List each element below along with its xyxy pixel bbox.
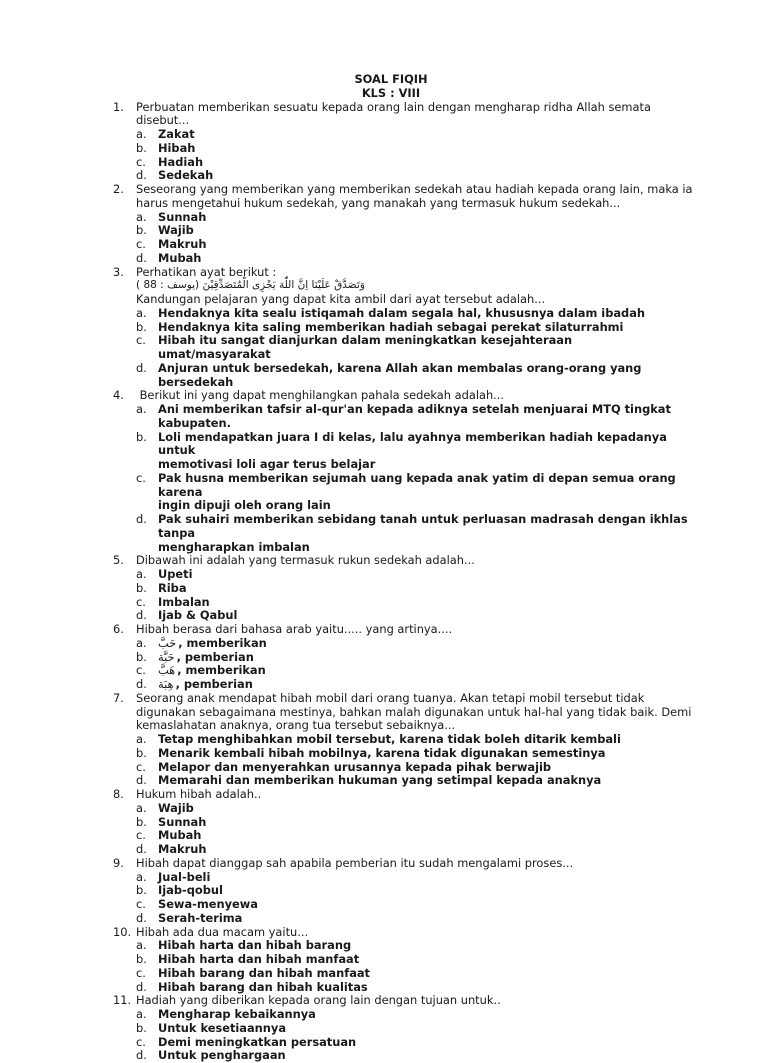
option-letter: b. — [136, 321, 147, 335]
option-letter: d. — [136, 1049, 147, 1063]
option-text: Demi meningkatkan persatuan — [158, 1036, 688, 1050]
option-letter: c. — [136, 829, 146, 843]
question-number: 4. — [113, 389, 124, 403]
option-text: Anjuran untuk bersedekah, karena Allah akan membalas orang-orang yang bersedekah — [158, 362, 688, 390]
option-letter: d. — [136, 609, 147, 623]
option-text: Serah-terima — [158, 912, 688, 926]
option-a — [136, 939, 688, 953]
question-number: 1. — [113, 101, 124, 115]
option-b — [136, 431, 688, 472]
option-d — [136, 912, 688, 926]
option-list — [136, 637, 688, 692]
option-meaning: , pemberian — [177, 650, 254, 664]
option-b — [136, 651, 688, 665]
question-number: 11. — [113, 994, 131, 1008]
option-a — [136, 637, 688, 651]
page-title: SOAL FIQIH — [0, 73, 768, 87]
option-text: Jual-beli — [158, 871, 688, 885]
question-8 — [0, 788, 768, 857]
quiz-page — [0, 73, 768, 1063]
option-letter: d. — [136, 362, 147, 376]
option-c — [136, 334, 688, 362]
option-d — [136, 981, 688, 995]
question-text: Perbuatan memberikan sesuatu kepada orang lain dengan mengharap ridha Allah semata — [136, 101, 688, 115]
option-list — [136, 211, 688, 266]
option-text: Sunnah — [158, 211, 688, 225]
question-number: 8. — [113, 788, 124, 802]
option-text: Sewa-menyewa — [158, 898, 688, 912]
option-d — [136, 843, 688, 857]
question-text: Dibawah ini adalah yang termasuk rukun sedekah adalah... — [136, 554, 688, 568]
option-letter: d. — [136, 678, 147, 692]
option-letter: a. — [136, 568, 147, 582]
option-text: Hendaknya kita sealu istiqamah dalam segala hal, khususnya dalam ibadah — [158, 307, 688, 321]
option-text: Hibah itu sangat dianjurkan dalam meningkatkan kesejahteraan umat/masyarakat — [158, 334, 688, 362]
option-a — [136, 568, 688, 582]
option-text: Makruh — [158, 843, 688, 857]
question-number: 5. — [113, 554, 124, 568]
option-letter: a. — [136, 733, 147, 747]
option-text: Zakat — [158, 128, 688, 142]
option-b — [136, 321, 688, 335]
option-letter: a. — [136, 307, 147, 321]
option-c — [136, 967, 688, 981]
option-meaning: , memberikan — [178, 636, 267, 650]
question-text: kemaslahatan anaknya, orang tua tersebut sebaiknya... — [136, 719, 688, 733]
option-b — [136, 953, 688, 967]
option-letter: a. — [136, 403, 147, 417]
question-number: 10. — [113, 926, 131, 940]
option-c — [136, 664, 688, 678]
option-text: Hibah barang dan hibah manfaat — [158, 967, 688, 981]
option-letter: c. — [136, 156, 146, 170]
question-number: 9. — [113, 857, 124, 871]
option-text: Wajib — [158, 224, 688, 238]
option-text: Hibah harta dan hibah barang — [158, 939, 688, 953]
class-label: KLS : VIII — [0, 87, 768, 101]
quran-verse: وَتَصَدَّقْ عَلَيْنَا اِنَّ اللّٰهَ يَجْزِى الْمُتَصَدِّقِيْنَ (يوسف : 88 ) — [136, 279, 408, 293]
option-text: Untuk penghargaan — [158, 1049, 688, 1063]
question-2 — [0, 183, 768, 266]
option-c — [136, 238, 688, 252]
question-text: Kandungan pelajaran yang dapat kita ambil dari ayat tersebut adalah... — [136, 293, 688, 307]
question-10 — [0, 926, 768, 995]
option-d — [136, 774, 688, 788]
option-letter: a. — [136, 1008, 147, 1022]
option-text: Upeti — [158, 568, 688, 582]
option-c — [136, 596, 688, 610]
option-list — [136, 871, 688, 926]
option-text: Pak suhairi memberikan sebidang tanah untuk perluasan madrasah dengan ikhlas tanpa — [158, 513, 688, 541]
option-list — [136, 403, 688, 554]
option-letter: c. — [136, 898, 146, 912]
question-1 — [0, 101, 768, 184]
option-b — [136, 747, 688, 761]
option-text: Sedekah — [158, 169, 688, 183]
option-d — [136, 678, 688, 692]
option-letter: c. — [136, 238, 146, 252]
option-list — [136, 1008, 688, 1063]
question-text: Seorang anak mendapat hibah mobil dari orang tuanya. Akan tetapi mobil tersebut tidak — [136, 692, 688, 706]
option-meaning: , memberikan — [177, 663, 266, 677]
option-text: Ani memberikan tafsir al-qur'an kepada adiknya setelah menjuarai MTQ tingkat kabupaten. — [158, 403, 688, 431]
question-number: 3. — [113, 266, 124, 280]
option-list — [136, 128, 688, 183]
option-letter: d. — [136, 912, 147, 926]
option-text: Hibah harta dan hibah manfaat — [158, 953, 688, 967]
question-text: Hibah berasa dari bahasa arab yaitu..... yang artinya.... — [136, 623, 688, 637]
option-a — [136, 128, 688, 142]
option-letter: d. — [136, 981, 147, 995]
option-letter: a. — [136, 802, 147, 816]
option-text: Mubah — [158, 829, 688, 843]
option-letter: b. — [136, 224, 147, 238]
option-text — [158, 651, 688, 665]
option-text: Hendaknya kita saling memberikan hadiah sebagai perekat silaturrahmi — [158, 321, 688, 335]
option-text — [158, 664, 688, 678]
option-text: Sunnah — [158, 816, 688, 830]
option-c — [136, 1036, 688, 1050]
option-text: Ijab-qobul — [158, 884, 688, 898]
option-text: Hibah — [158, 142, 688, 156]
option-letter: d. — [136, 252, 147, 266]
question-number: 7. — [113, 692, 124, 706]
option-d — [136, 169, 688, 183]
option-text: Imbalan — [158, 596, 688, 610]
question-text: Perhatikan ayat berikut : — [136, 266, 688, 280]
option-text-continued: ingin dipuji oleh orang lain — [158, 499, 688, 513]
option-text: Melapor dan menyerahkan urusannya kepada pihak berwajib — [158, 761, 688, 775]
option-text: Hadiah — [158, 156, 688, 170]
option-b — [136, 582, 688, 596]
question-list — [0, 101, 768, 1063]
option-text — [158, 678, 688, 692]
option-text: Ijab & Qabul — [158, 609, 688, 623]
option-d — [136, 609, 688, 623]
option-letter: c. — [136, 472, 146, 486]
option-text: Loli mendapatkan juara I di kelas, lalu ayahnya memberikan hadiah kepadanya untuk — [158, 431, 688, 459]
option-text-continued: memotivasi loli agar terus belajar — [158, 458, 688, 472]
question-text: harus mengetahui hukum sedekah, yang manakah yang termasuk hukum sedekah... — [136, 197, 688, 211]
option-text: Memarahi dan memberikan hukuman yang setimpal kepada anaknya — [158, 774, 688, 788]
option-letter: c. — [136, 596, 146, 610]
arabic-word: هَبَّ — [158, 663, 175, 677]
option-text: Makruh — [158, 238, 688, 252]
option-letter: b. — [136, 816, 147, 830]
option-letter: b. — [136, 651, 147, 665]
option-list — [136, 568, 688, 623]
arabic-word: حَبَّة — [158, 650, 175, 664]
option-c — [136, 472, 688, 513]
option-text-continued: mengharapkan imbalan — [158, 541, 688, 555]
option-letter: c. — [136, 334, 146, 348]
option-a — [136, 871, 688, 885]
option-text: Menarik kembali hibah mobilnya, karena tidak digunakan semestinya — [158, 747, 688, 761]
question-text: Hibah dapat dianggap sah apabila pemberian itu sudah mengalami proses... — [136, 857, 688, 871]
question-9 — [0, 857, 768, 926]
option-letter: b. — [136, 431, 147, 445]
question-text: Hibah ada dua macam yaitu... — [136, 926, 688, 940]
option-letter: d. — [136, 843, 147, 857]
option-text — [158, 637, 688, 651]
option-text: Riba — [158, 582, 688, 596]
option-c — [136, 898, 688, 912]
option-letter: d. — [136, 774, 147, 788]
option-letter: c. — [136, 664, 146, 678]
option-letter: b. — [136, 142, 147, 156]
question-4 — [0, 389, 768, 554]
question-11 — [0, 994, 768, 1063]
option-a — [136, 733, 688, 747]
question-text: Hadiah yang diberikan kepada orang lain dengan tujuan untuk.. — [136, 994, 688, 1008]
question-number: 6. — [113, 623, 124, 637]
question-7 — [0, 692, 768, 788]
option-text: Wajib — [158, 802, 688, 816]
question-text: disebut... — [136, 114, 688, 128]
option-b — [136, 816, 688, 830]
option-d — [136, 513, 688, 554]
option-list — [136, 802, 688, 857]
option-c — [136, 156, 688, 170]
option-list — [136, 939, 688, 994]
question-3 — [0, 266, 768, 390]
option-letter: c. — [136, 761, 146, 775]
option-letter: a. — [136, 871, 147, 885]
question-5 — [0, 554, 768, 623]
option-c — [136, 829, 688, 843]
option-b — [136, 884, 688, 898]
question-number: 2. — [113, 183, 124, 197]
option-a — [136, 307, 688, 321]
option-letter: b. — [136, 582, 147, 596]
option-letter: c. — [136, 967, 146, 981]
question-text: Seseorang yang memberikan yang memberikan sedekah atau hadiah kepada orang lain, maka ia — [136, 183, 688, 197]
option-letter: b. — [136, 1022, 147, 1036]
option-a — [136, 1008, 688, 1022]
option-c — [136, 761, 688, 775]
option-d — [136, 252, 688, 266]
option-letter: d. — [136, 169, 147, 183]
option-letter: b. — [136, 747, 147, 761]
option-letter: b. — [136, 953, 147, 967]
option-list — [136, 733, 688, 788]
arabic-word: هِبَة — [158, 677, 174, 691]
option-a — [136, 211, 688, 225]
option-letter: c. — [136, 1036, 146, 1050]
question-text: Berikut ini yang dapat menghilangkan pahala sedekah adalah... — [136, 389, 688, 403]
option-d — [136, 362, 688, 390]
option-text: Hibah barang dan hibah kualitas — [158, 981, 688, 995]
question-6 — [0, 623, 768, 692]
option-text: Tetap menghibahkan mobil tersebut, karena tidak boleh ditarik kembali — [158, 733, 688, 747]
arabic-word: حَبَّ — [158, 636, 176, 650]
option-letter: a. — [136, 211, 147, 225]
option-a — [136, 802, 688, 816]
option-a — [136, 403, 688, 431]
option-b — [136, 142, 688, 156]
option-b — [136, 224, 688, 238]
question-text: digunakan sebagaimana mestinya, bahkan malah digunakan untuk hal-hal yang tidak baik. Demi — [136, 706, 688, 720]
option-meaning: , pemberian — [176, 677, 253, 691]
option-list — [136, 307, 688, 390]
option-letter: d. — [136, 513, 147, 527]
question-text: Hukum hibah adalah.. — [136, 788, 688, 802]
option-text: Pak husna memberikan sejumah uang kepada anak yatim di depan semua orang karena — [158, 472, 688, 500]
option-letter: b. — [136, 884, 147, 898]
option-letter: a. — [136, 128, 147, 142]
option-text: Mubah — [158, 252, 688, 266]
option-letter: a. — [136, 939, 147, 953]
option-letter: a. — [136, 637, 147, 651]
option-text: Mengharap kebaikannya — [158, 1008, 688, 1022]
option-text: Untuk kesetiaannya — [158, 1022, 688, 1036]
option-d — [136, 1049, 688, 1063]
